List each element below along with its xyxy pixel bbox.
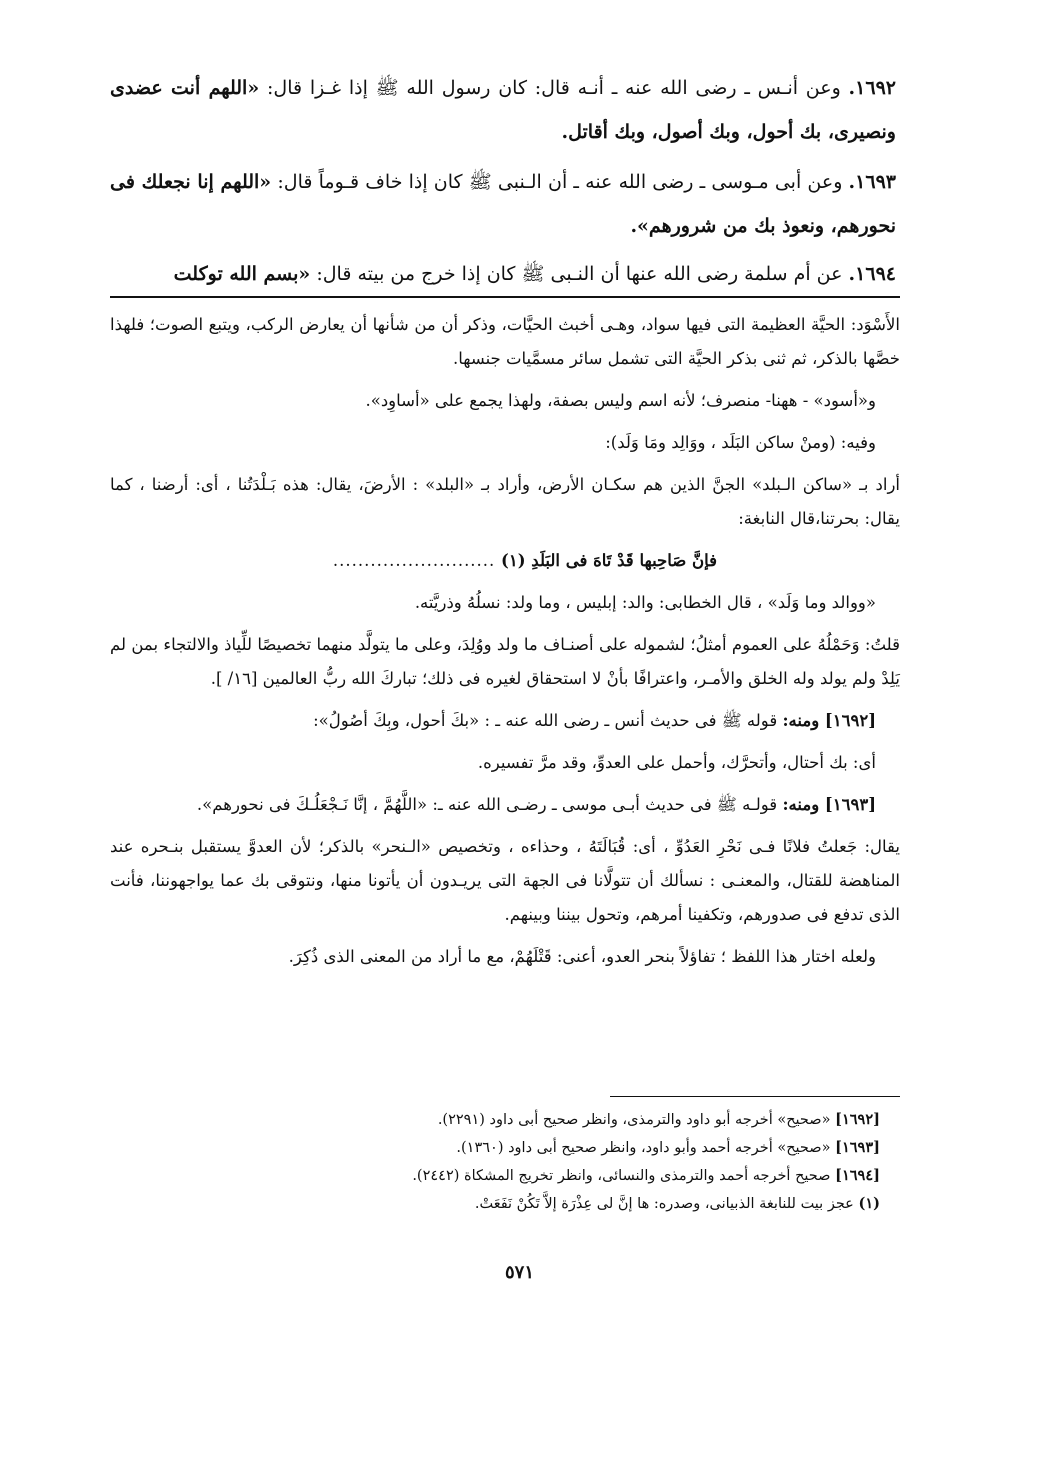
commentary-paragraph: «ووالد وما وَلَد» ، قال الخطابى: والد: إبليس ، وما ولد: نسلُهُ وذريَّته. [414,593,876,612]
footnote-number: [١٦٩٢] [835,1111,880,1128]
hadith-number: ١٦٩٤. [848,263,896,285]
hadith-1694 [110,252,896,296]
hadith-quote: «بسم الله توكلت [173,263,311,285]
hadith-intro: وعن أنـس ـ رضى الله عنه ـ أنـه قال: كان رسول الله ﷺ إذا غـزا قال: [259,77,841,99]
commentary-entry [110,704,900,738]
commentary-paragraph: أى: بك أحتال، وأتحرَّك، وأحمل على العدوِّ، وقد مرَّ تفسيره. [477,753,876,772]
poem-verse: فإنَّ صَاحِبها قَدْ تَاهَ فى البَلَدِ [531,551,718,570]
commentary-paragraph: و«أسود» - ههنا- منصرف؛ لأنه اسم وليس بصفة، ولهذا يجمع على «أساوِد». [365,391,876,410]
poem-ellipsis: .......................... [332,551,496,570]
hadith-intro: وعن أبى مـوسى ـ رضى الله عنه ـ أن الـنبى ﷺ كان إذا خاف قـوماً قال: [271,171,843,193]
hadith-1692 [110,66,896,154]
commentary-paragraph: وفيه: (ومنْ ساكن البَلَد ، ووَالِد ومَا وَلَد): [605,433,876,452]
footnote [300,1106,880,1134]
poem-line [110,544,900,578]
footnote-text: عجز بيت للنابغة الذبيانى، وصدره: ها إنَّ لى عِذْرَة إلاَّ تَكُنْ نَفَعَتْ. [474,1196,859,1212]
page-number: ٥٧١ [504,1262,534,1283]
footnote-text: «صحيح» أخرجه أحمد وأبو داود، وانظر صحيح أبى داود (١٣٦٠). [456,1140,836,1156]
footnote-number: (١) [858,1195,880,1212]
commentary-paragraph: الأَسْوَد: الحيَّة العظيمة التى فيها سواد، وهـى أخبث الحيَّات، وذكر أن من شأنها أن يعارض الركب، ويتبع الصوت؛ فلهذا خصَّها بالذكر، ثم ثنى بذكر الحيَّة التى تشمل سائر مسمَّيات جنسها. [110,315,900,368]
footnotes [300,1106,880,1218]
poem-footnote-marker: (١) [501,551,526,570]
footnote-number: [١٦٩٣] [835,1139,880,1156]
footnote-divider [610,1096,900,1097]
footnote [300,1190,880,1218]
commentary-paragraph: ولعله اختار هذا اللفظ ؛ تفاؤلاً بنحر العدو، أعنى: قَتْلَهُمْ، مع ما أراد من المعنى الذى ذُكِرَ. [288,947,876,966]
entry-text: قولـه ﷺ فى حديث أبـى موسى ـ رضـى الله عنه ـ: «اللَّهُمَّ ، إنَّا نَـجْعَلُـكَ فى نحورهم». [196,795,783,814]
hadith-quote: «اللهم إنا نجعلك فى نحورهم، ونعوذ بك من شرورهم». [110,171,896,237]
footnote [300,1134,880,1162]
footnote-number: [١٦٩٤] [835,1167,880,1184]
commentary-paragraph: قلتُ: وَحَمْلُهُ على العموم أمثلُ؛ لشموله على أصنـاف ما ولد ووُلِدَ، وعلى ما يتولَّد منهما تخصيصًا للِّياذ والالتجاء بمن لم يَلِدْ ولم يولد وله الخلق والأمـر، واعترافًا بأنْ لا استحقاق لغيره فى ذلك؛ تباركَ الله ربُّ العالمين [١٦/ ]. [110,635,900,688]
footnote-text: «صحيح» أخرجه أبو داود والترمذى، وانظر صحيح أبى داود (٢٢٩١). [437,1112,836,1128]
commentary-entry [110,788,900,822]
footnote [300,1162,880,1190]
entry-text: قوله ﷺ فى حديث أنس ـ رضى الله عنه ـ : «بكَ أحول، وبِكَ أصُولُ»: [313,711,783,730]
commentary-paragraph: أراد بـ «ساكن الـبلد» الجنَّ الذين هم سكـان الأرض، وأراد بـ «البلد» : الأرضَ، يقال: هذه بَـلْدَتُنا ، أى: أرضنا ، كما يقال: بحرتنا،قال النابغة: [110,475,900,528]
section-divider [110,296,900,298]
hadith-intro: عن أم سلمة رضى الله عنها أن النـبى ﷺ كان إذا خرج من بيته قال: [310,263,843,285]
hadith-number: ١٦٩٢. [848,77,896,99]
footnote-text: صحيح أخرجه أحمد والترمذى والنسائى، وانظر تخريج المشكاة (٢٤٤٢). [412,1168,836,1184]
hadith-quote: «اللهم أنت عضدى ونصيرى، بك أحول، وبك أصول، وبك أقاتل. [110,77,896,143]
hadith-number: ١٦٩٣. [848,171,896,193]
entry-reference: [١٦٩٢] ومنه: [782,711,876,730]
entry-reference: [١٦٩٣] ومنه: [782,795,876,814]
commentary [110,308,900,982]
hadith-1693 [110,160,896,248]
commentary-paragraph: يقال: جَعلتُ فلانًا فـى نَحْرِ العَدُوِّ ، أى: قُبَالَتَهُ ، وحذاءه ، وتخصيص «الـنحر» بالذكر؛ لأن العدوَّ يستقبل بنـحره عند المناهضة للقتال، والمعنـى : نسألك أن تتولَّانا فى الجهة التى يريـدون أن يأتونا منها، ونتوقى بك عما يواجهوننا، فأنت الذى تدفع فى صدورهم، وتكفينا أمرهم، وتحول بيننا وبينهم. [110,837,900,924]
